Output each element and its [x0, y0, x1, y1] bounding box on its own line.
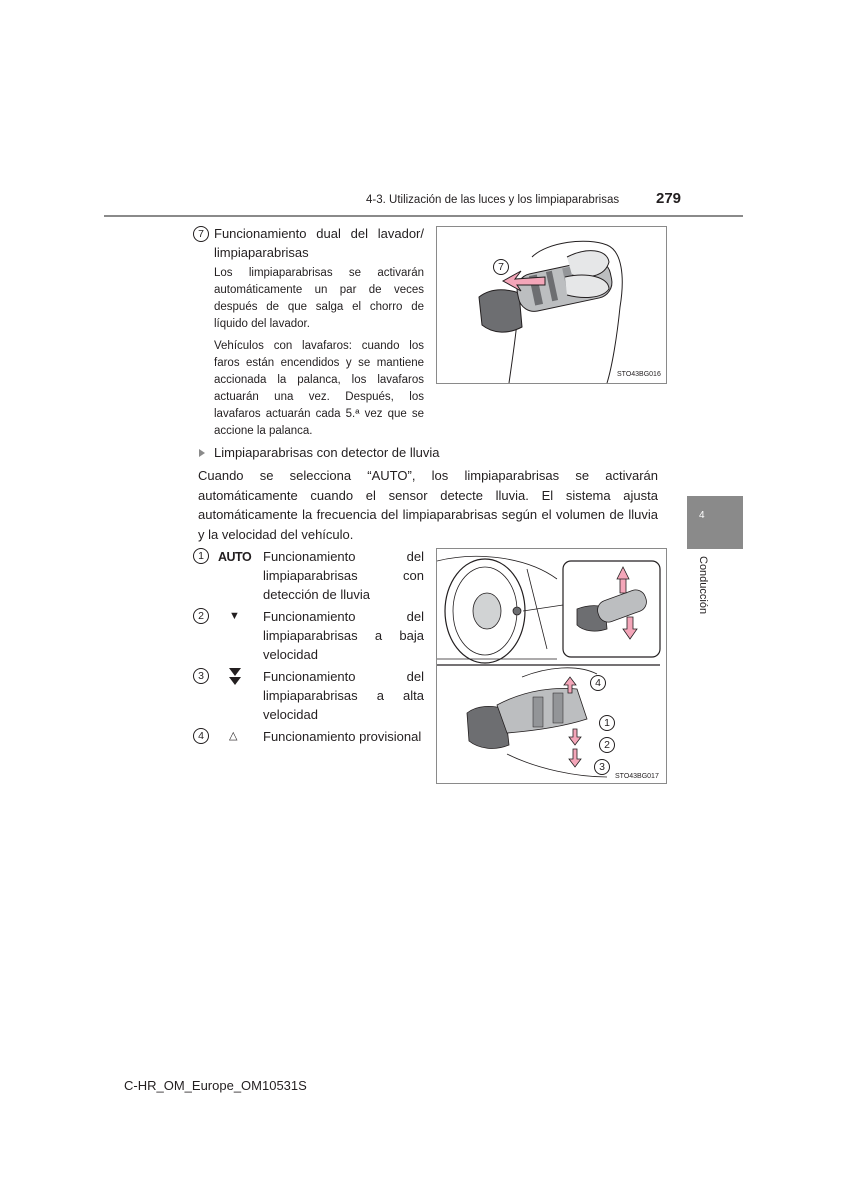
lever-pull-illustration — [437, 227, 666, 383]
section-title: 4-3. Utilización de las luces y los limpiaparabrisas — [366, 194, 620, 206]
figure-wiper-lever-pull — [436, 226, 667, 384]
header-rule — [104, 215, 743, 217]
figure2-callout-2: 2 — [599, 735, 615, 753]
chapter-label: Conducción — [697, 556, 709, 615]
auto-symbol: AUTO — [218, 550, 252, 564]
figure2-callout-3: 3 — [594, 757, 610, 775]
item7-title: Funcionamiento dual del lavador/ limpiaparabrisas — [214, 226, 424, 260]
high-speed-icon — [229, 668, 241, 686]
figure1-callout: 7 — [493, 257, 509, 275]
item7-para2: Vehículos con lavafaros: cuando los faros están encendidos y se mantiene accionada la palanca, los lavafaros actuarán una vez. Después, los lavafaros actuarán cada 5.ª vez que se accione la palanca. — [214, 340, 424, 437]
rain-body: Cuando se selecciona “AUTO”, los limpiaparabrisas se activarán automáticamente cuando el sensor detecte lluvia. El sistema ajusta automáticamente la frecuencia del limpiaparabrisas según el volumen de lluvia y la velocidad del vehículo. — [198, 468, 658, 542]
chapter-number: 4 — [699, 510, 705, 521]
mode3-text: Funcionamiento del limpiaparabrisas a alta velocidad — [263, 669, 424, 722]
bullet-triangle-icon — [199, 449, 205, 457]
mode2-text: Funcionamiento del limpiaparabrisas a baja velocidad — [263, 609, 424, 662]
item7-number: 7 — [193, 224, 209, 242]
mode1-number: 1 — [193, 546, 209, 564]
chapter-tab — [687, 496, 743, 549]
wiper-modes-illustration — [437, 549, 666, 783]
page-number: 279 — [656, 190, 682, 207]
figure1-caption: STO43BG016 — [617, 371, 661, 378]
rain-heading: Limpiaparabrisas con detector de lluvia — [214, 445, 440, 460]
mode2-number: 2 — [193, 606, 209, 624]
mist-icon: △ — [229, 730, 238, 742]
figure2-caption: STO43BG017 — [615, 773, 659, 780]
mode4-text: Funcionamiento provisional — [263, 729, 422, 744]
figure2-callout-1: 1 — [599, 713, 615, 731]
low-speed-icon: ▼ — [229, 610, 240, 622]
figure2-callout-4: 4 — [590, 673, 606, 691]
mode4-number: 4 — [193, 726, 209, 744]
mode3-number: 3 — [193, 666, 209, 684]
item7-para1: Los limpiaparabrisas se activarán automáticamente un par de veces después de que salga el chorro de líquido del lavador. — [214, 267, 424, 330]
figure-wiper-modes — [436, 548, 667, 784]
mode1-text: Funcionamiento del limpiaparabrisas con detección de lluvia — [263, 549, 424, 602]
document-code: C-HR_OM_Europe_OM10531S — [124, 1078, 307, 1093]
